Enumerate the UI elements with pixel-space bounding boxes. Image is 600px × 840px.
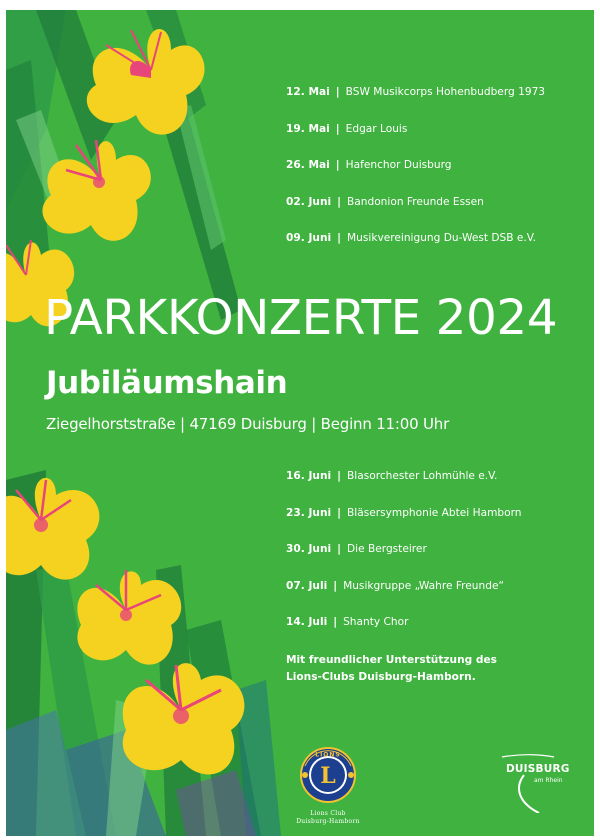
- event-name: Shanty Chor: [343, 616, 409, 629]
- event-list-bottom: [286, 458, 522, 641]
- duisburg-name: DUISBURG: [506, 763, 570, 775]
- event-date: 19. Mai: [286, 122, 330, 135]
- event-item: [286, 184, 545, 221]
- event-item: [286, 74, 545, 111]
- event-name: Bandonion Freunde Essen: [347, 195, 484, 208]
- duisburg-subtitle: am Rhein: [534, 777, 563, 784]
- duisburg-logo: [494, 753, 574, 813]
- page-top-margin: [0, 0, 600, 10]
- event-date: 30. Juni: [286, 543, 332, 556]
- event-item: [286, 604, 522, 641]
- event-separator: |: [333, 579, 338, 592]
- event-item: [286, 111, 545, 148]
- event-date: 26. Mai: [286, 159, 330, 172]
- event-item: [286, 147, 545, 184]
- event-item: [286, 458, 522, 495]
- lions-caption-line: Lions Club: [310, 810, 346, 817]
- lions-caption-line: Duisburg-Hamborn: [296, 818, 360, 825]
- event-name: Die Bergsteirer: [347, 543, 427, 556]
- event-item: [286, 220, 545, 257]
- event-separator: |: [337, 195, 341, 208]
- event-item: [286, 531, 522, 568]
- sponsor-note-line: Mit freundlicher Unterstützung des: [286, 654, 497, 666]
- event-name: Edgar Louis: [345, 122, 408, 135]
- event-separator: |: [335, 86, 340, 99]
- lions-club-logo: [288, 746, 368, 826]
- event-separator: |: [333, 616, 338, 629]
- event-date: 07. Juli: [286, 579, 328, 592]
- event-date: 14. Juli: [286, 616, 328, 629]
- lions-caption: [288, 810, 368, 826]
- poster: [6, 10, 594, 836]
- sponsor-note: [286, 652, 497, 686]
- sponsor-note-line: Lions-Clubs Duisburg-Hamborn.: [286, 671, 476, 683]
- lions-emblem-icon: [299, 746, 357, 804]
- svg-text:L: L: [320, 763, 336, 789]
- event-date: 02. Juni: [286, 195, 332, 208]
- event-name: Hafenchor Duisburg: [345, 159, 452, 172]
- venue-name: Jubiläumshain: [46, 365, 288, 401]
- event-separator: |: [337, 470, 341, 483]
- event-date: 12. Mai: [286, 86, 330, 99]
- event-separator: |: [335, 122, 340, 135]
- event-name: Bläsersymphonie Abtei Hamborn: [347, 506, 522, 519]
- event-name: BSW Musikcorps Hohenbudberg 1973: [345, 86, 546, 99]
- event-item: [286, 568, 522, 605]
- event-name: Musikvereinigung Du-West DSB e.V.: [347, 232, 537, 245]
- poster-title: PARKKONZERTE 2024: [44, 290, 558, 346]
- event-separator: |: [337, 506, 341, 519]
- event-date: 09. Juni: [286, 232, 332, 245]
- event-name: Musikgruppe „Wahre Freunde“: [343, 579, 504, 592]
- event-list-top: [286, 74, 545, 257]
- event-item: [286, 495, 522, 532]
- event-separator: |: [335, 159, 340, 172]
- event-separator: |: [337, 543, 341, 556]
- svg-text:LIONS: LIONS: [315, 751, 341, 759]
- event-date: 23. Juni: [286, 506, 332, 519]
- venue-address: Ziegelhorststraße | 47169 Duisburg | Beginn 11:00 Uhr: [46, 415, 450, 433]
- event-date: 16. Juni: [286, 470, 332, 483]
- event-name: Blasorchester Lohmühle e.V.: [347, 470, 498, 483]
- event-separator: |: [337, 232, 341, 245]
